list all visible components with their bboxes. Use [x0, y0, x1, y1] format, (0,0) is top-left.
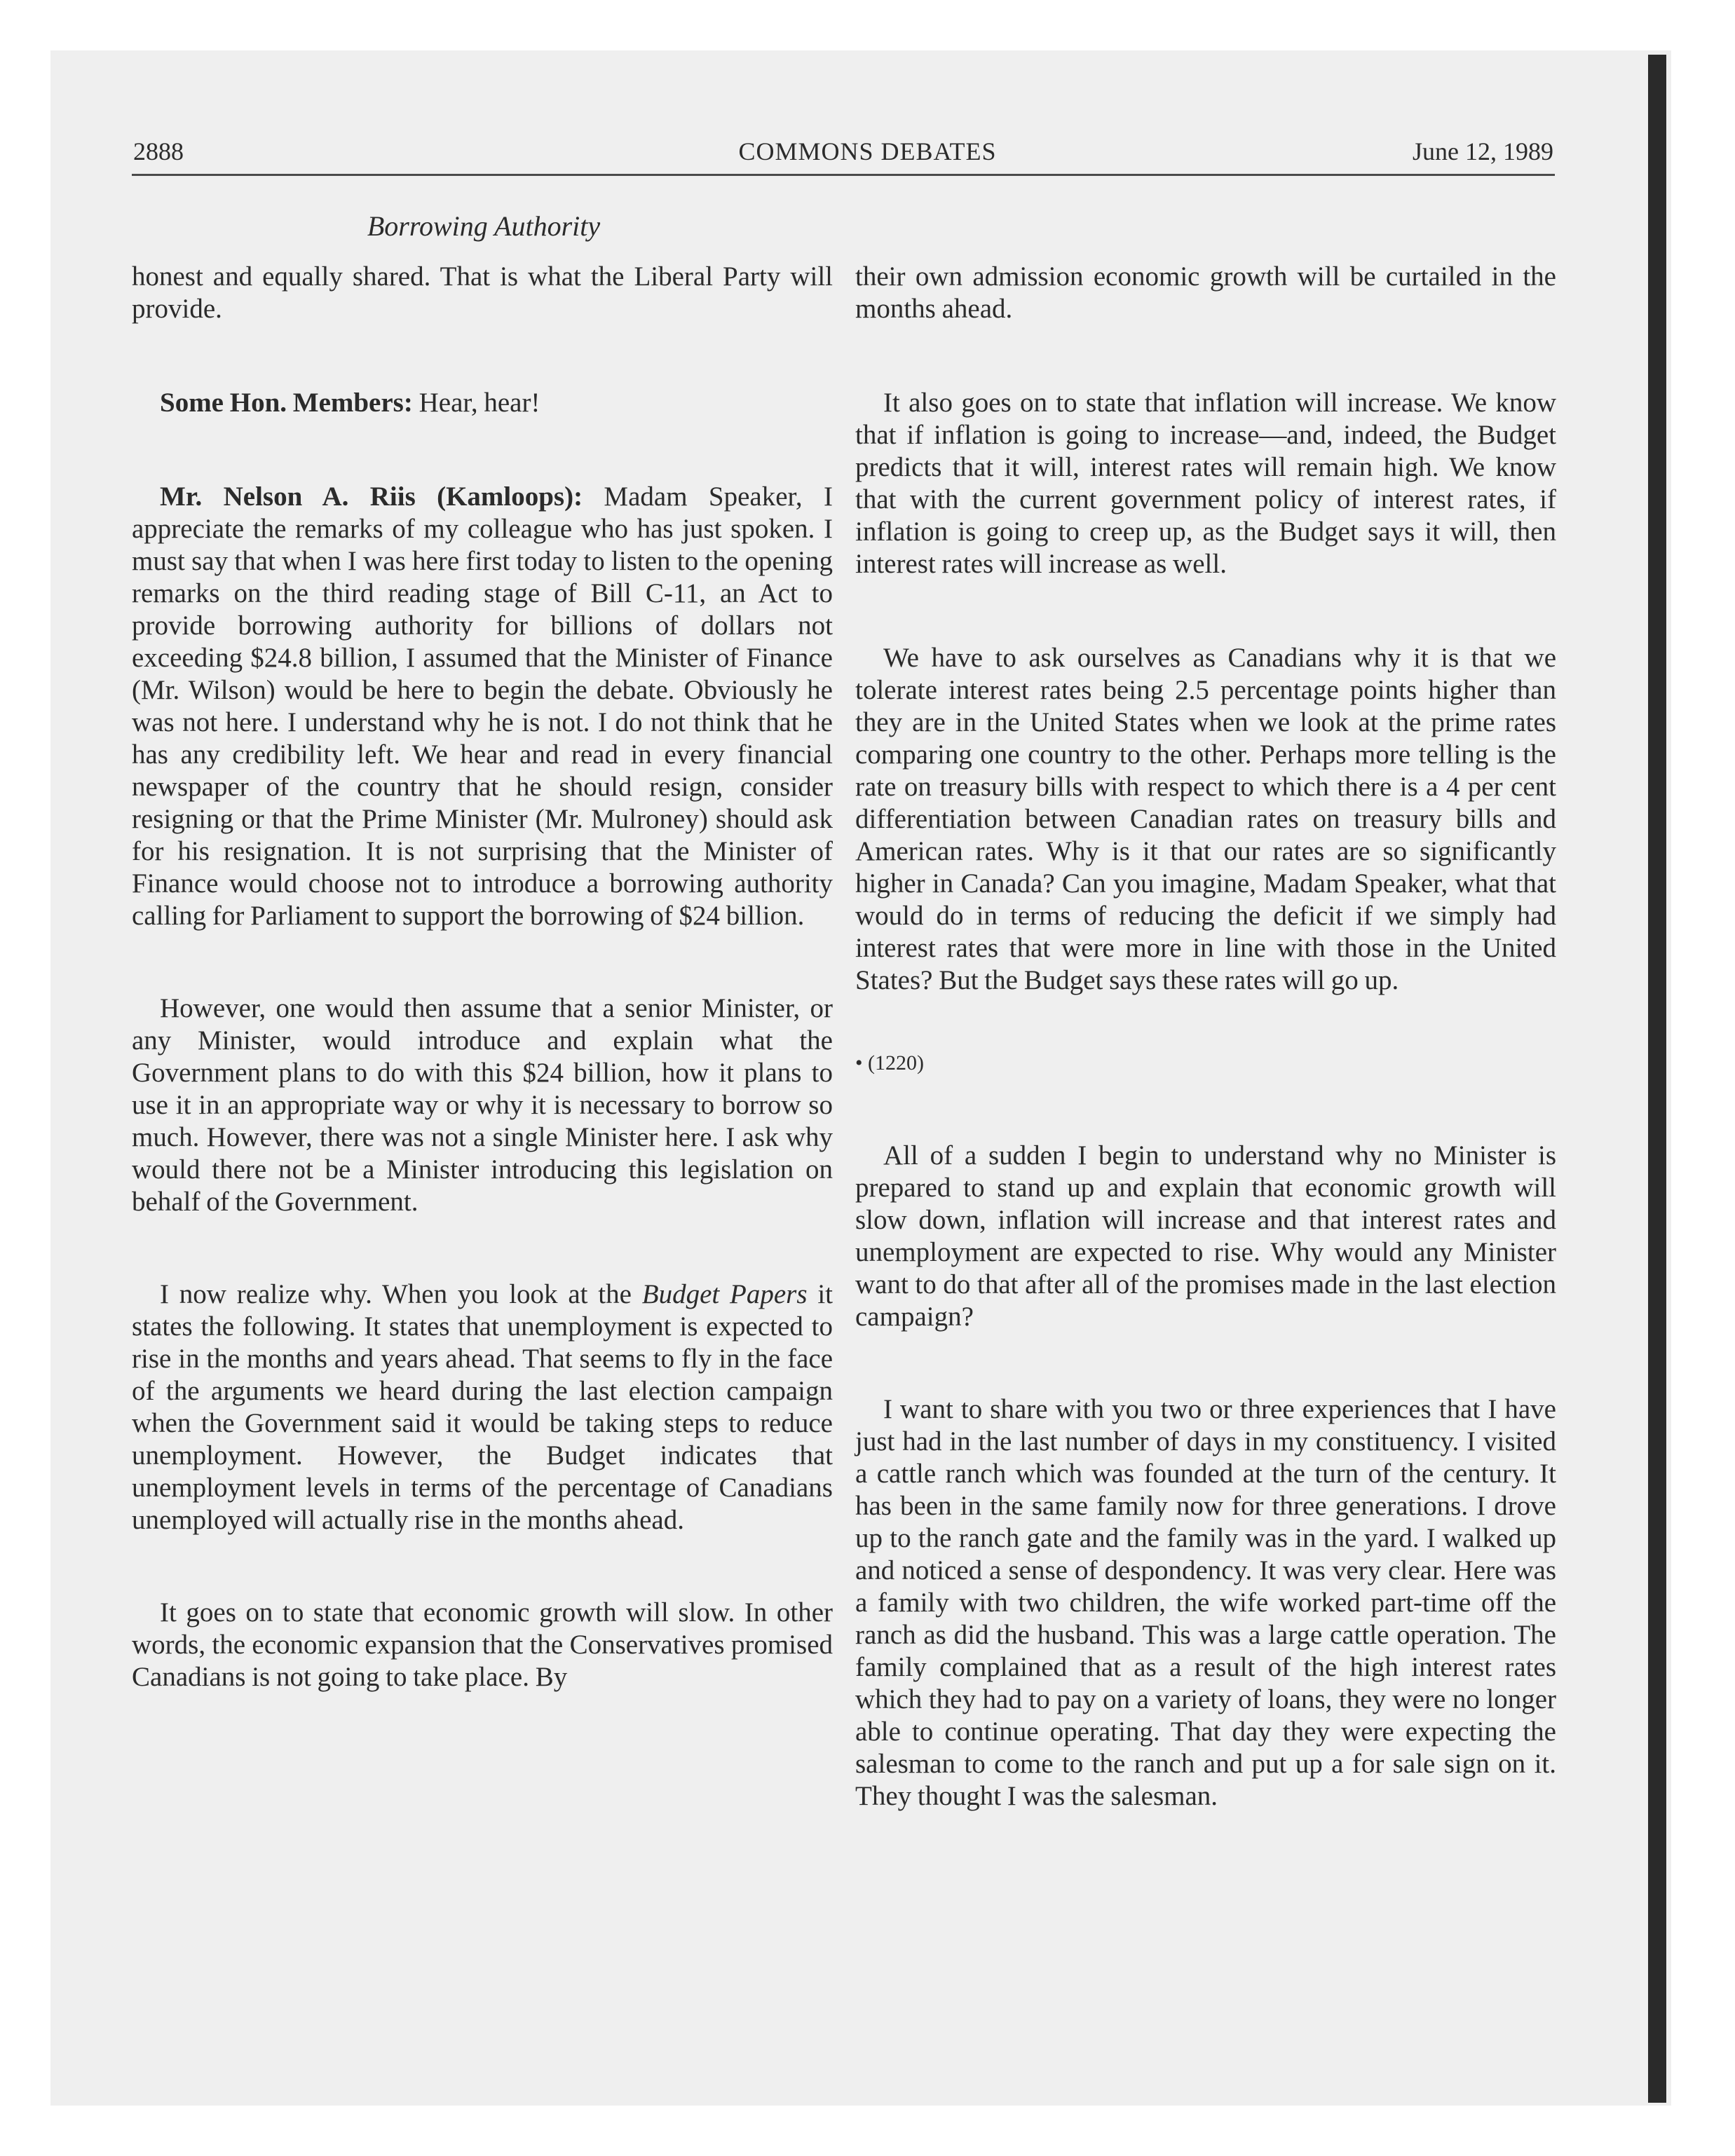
time-marker: • (1220): [855, 1051, 924, 1074]
left-paragraph-6: It goes on to state that economic growth will slow. In other words, the economic expansion that the Conservatives promised Canadians is not going to take place. By: [132, 1597, 833, 1692]
speech-text: Madam Speaker, I appreciate the remarks of my colleague who has just spoken. I must say that when I was here first today to listen to the opening remarks on the third reading stage of Bill C-11, an Act to provide borrowing authority for billions of dollars not exceeding $24.8 billion, I assumed that the Minister of Finance (Mr. Wilson) would be here to begin the debate. Obviously he was not here. I understand why he is not. I do not think that he has any credibility left. We hear and read in every financial newspaper of the country that he should resign, consider resigning or that the Prime Minister (Mr. Mulroney) should ask for his resignation. It is not surprising that the Minister of Finance would choose not to introduce a borrowing authority calling for Parliament to support the borrowing of $24 billion.: [132, 482, 833, 931]
header-rule: [132, 174, 1555, 176]
interjection-text: Hear, hear!: [412, 388, 540, 418]
right-paragraph-5: I want to share with you two or three experiences that I have just had in the last number of days in my constituency. I visited a cattle ranch which was founded at the turn of the century. It has been in the same family now for three generations. I drove up to the ranch gate and the family was in the yard. I walked up and noticed a sense of despondency. It was very clear. Here was a family with two children, the wife worked part-time off the ranch as did the husband. This was a large cattle operation. The family complained that as a result of the high interest rates which they had to pay on a variety of loans, they were no longer able to continue operating. That day they were expecting the salesman to come to the ranch and put up a for sale sign on it. They thought I was the salesman.: [855, 1394, 1556, 1811]
left-paragraph-2: [132, 387, 833, 419]
document-title: Budget Papers: [641, 1279, 808, 1309]
page-number: 2888: [133, 137, 184, 165]
publication-title: COMMONS DEBATES: [738, 137, 997, 165]
speaker-label: Some Hon. Members:: [160, 388, 413, 418]
speaker-label: Mr. Nelson A. Riis (Kamloops):: [160, 482, 583, 512]
left-column: [132, 261, 833, 1693]
right-paragraph-1: their own admission economic growth will be curtailed in the months ahead.: [855, 261, 1556, 324]
speech-text: I now realize why. When you look at the: [160, 1279, 642, 1309]
running-head: Borrowing Authority: [367, 210, 601, 242]
right-paragraph-3: We have to ask ourselves as Canadians why it is that we tolerate interest rates being 2.5 percentage points higher than they are in the United States when we look at the prime rates comparing one country to the other. Perhaps more telling is the rate on treasury bills with respect to which there is a 4 per cent differentiation between Canadian rates on treasury bills and American rates. Why is it that our rates are so significantly higher in Canada? Can you imagine, Madam Speaker, what that would do in terms of reducing the deficit if we simply had interest rates that were more in line with those in the United States? But the Budget says these rates will go up.: [855, 643, 1556, 995]
right-paragraph-4: All of a sudden I begin to understand why no Minister is prepared to stand up and explain that economic growth will slow down, inflation will increase and that interest rates and unemployment are expected to rise. Why would any Minister want to do that after all of the promises made in the last election campaign?: [855, 1140, 1556, 1332]
left-paragraph-5: [132, 1278, 833, 1536]
issue-date: June 12, 1989: [1413, 137, 1553, 165]
left-paragraph-1: honest and equally shared. That is what the Liberal Party will provide.: [132, 261, 833, 324]
speech-text: it states the following. It states that unemployment is expected to rise in the months and years ahead. That seems to fly in the face of the arguments we heard during the last election campaign when the Government said it would be taking steps to reduce unemployment. However, the Budget indicates that unemployment levels in terms of the percentage of Canadians unemployed will actually rise in the months ahead.: [132, 1279, 833, 1535]
right-column: [855, 261, 1556, 1813]
left-paragraph-4: However, one would then assume that a senior Minister, or any Minister, would introduce and explain what the Government plans to do with this $24 billion, how it plans to use it in an appropriate way or why it is necessary to borrow so much. However, there was not a single Minister here. I ask why would there not be a Minister introducing this legislation on behalf of the Government.: [132, 993, 833, 1217]
right-paragraph-2: It also goes on to state that inflation will increase. We know that if inflation is going to increase—and, indeed, the Budget predicts that it will, interest rates will remain high. We know that with the current government policy of interest rates, if inflation is going to creep up, as the Budget says it will, then interest rates will increase as well.: [855, 388, 1556, 579]
scan-edge-bar: [1648, 55, 1666, 2103]
left-paragraph-3: [132, 481, 833, 932]
